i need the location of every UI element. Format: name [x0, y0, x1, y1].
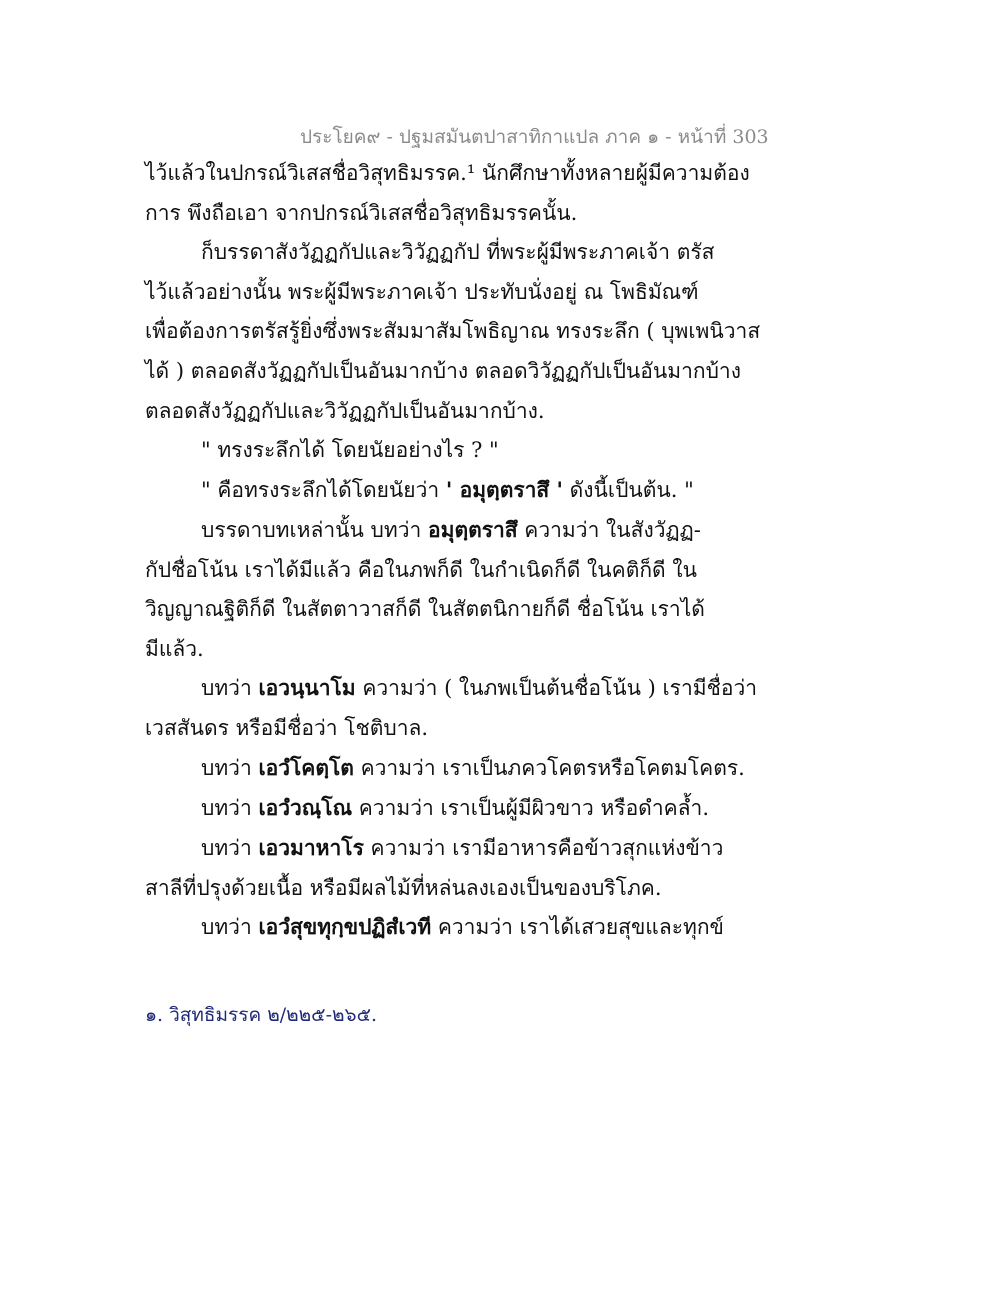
body-line: [201, 753, 745, 783]
body-line: ตลอดสังวัฏฏกัปและวิวัฏฏกัปเป็นอันมากบ้าง.: [145, 399, 545, 423]
body-line: [201, 673, 757, 703]
body-line: [201, 793, 709, 823]
body-line: [201, 912, 724, 942]
body-line: " ทรงระลึกได้ โดยนัยอย่างไร ? ": [201, 438, 499, 462]
body-line: [201, 833, 723, 863]
bold-term: อมุตฺตราสึ: [428, 517, 518, 542]
body-line: ไว้แล้วในปกรณ์วิเสสชื่อวิสุทธิมรรค.¹ นักศึกษาทั้งหลายผู้มีความต้อง: [145, 161, 750, 185]
text-run: ความว่า ( ในภพเป็นต้นชื่อโน้น ) เรามีชื่อว่า: [355, 676, 758, 700]
body-line: เวสสันดร หรือมีชื่อว่า โชติบาล.: [145, 716, 429, 740]
bold-term: เอวมาหาโร: [258, 835, 364, 860]
body-line: ไว้แล้วอย่างนั้น พระผู้มีพระภาคเจ้า ประทับนั่งอยู่ ณ โพธิมัณฑ์: [145, 280, 699, 304]
bold-term: เอวํวณฺโณ: [258, 795, 353, 820]
footnote: ๑. วิสุทธิมรรค ๒/๒๒๕-๒๖๕.: [145, 1004, 377, 1026]
text-run: ดังนี้เป็นต้น. ": [562, 478, 694, 502]
bold-term: เอวนฺนาโม: [258, 675, 356, 700]
text-run: ความว่า เราเป็นภควโคตรหรือโคตมโคตร.: [353, 756, 745, 780]
text-run: ความว่า เรามีอาหารคือข้าวสุกแห่งข้าว: [363, 836, 724, 860]
page-header: ประโยค๙ - ปฐมสมันตปาสาทิกาแปล ภาค ๑ - หน้าที่ 303: [300, 126, 769, 148]
text-run: " คือทรงระลึกได้โดยนัยว่า: [201, 478, 446, 502]
bold-term: ' อมุตฺตราสึ ': [445, 477, 563, 502]
body-line: สาลีที่ปรุงด้วยเนื้อ หรือมีผลไม้ที่หล่นลงเองเป็นของบริโภค.: [145, 876, 662, 900]
text-run: บรรดาบทเหล่านั้น บทว่า: [201, 518, 428, 542]
text-run: บทว่า: [201, 836, 259, 860]
bold-term: เอวํโคตฺโต: [258, 755, 354, 780]
text-run: ความว่า ในสังวัฏฏ-: [517, 518, 701, 542]
text-run: บทว่า: [201, 796, 259, 820]
body-line: [201, 475, 694, 505]
body-line: เพื่อต้องการตรัสรู้ยิ่งซึ่งพระสัมมาสัมโพธิญาณ ทรงระลึก ( บุพเพนิวาส: [145, 319, 761, 343]
body-line: วิญญาณฐิติก็ดี ในสัตตาวาสก็ดี ในสัตตนิกายก็ดี ชื่อโน้น เราได้: [145, 597, 705, 621]
text-run: บทว่า: [201, 756, 259, 780]
body-line: กัปชื่อโน้น เราได้มีแล้ว คือในภพก็ดี ในกำเนิดก็ดี ในคติก็ดี ใน: [145, 558, 697, 582]
text-run: บทว่า: [201, 676, 259, 700]
body-line: [201, 515, 701, 545]
bold-term: เอวํสุขทุกฺขปฏิสํเวที: [258, 914, 432, 939]
text-run: ความว่า เราเป็นผู้มีผิวขาว หรือดำคล้ำ.: [352, 796, 709, 820]
text-run: ความว่า เราได้เสวยสุขและทุกข์: [431, 915, 724, 939]
body-line: การ พึงถือเอา จากปกรณ์วิเสสชื่อวิสุทธิมรรคนั้น.: [145, 201, 578, 225]
body-line: ได้ ) ตลอดสังวัฏฏกัปเป็นอันมากบ้าง ตลอดวิวัฏฏกัปเป็นอันมากบ้าง: [145, 359, 741, 383]
body-line: มีแล้ว.: [145, 637, 204, 661]
text-run: บทว่า: [201, 915, 259, 939]
body-line: ก็บรรดาสังวัฏฏกัปและวิวัฏฏกัป ที่พระผู้มีพระภาคเจ้า ตรัส: [201, 240, 715, 264]
